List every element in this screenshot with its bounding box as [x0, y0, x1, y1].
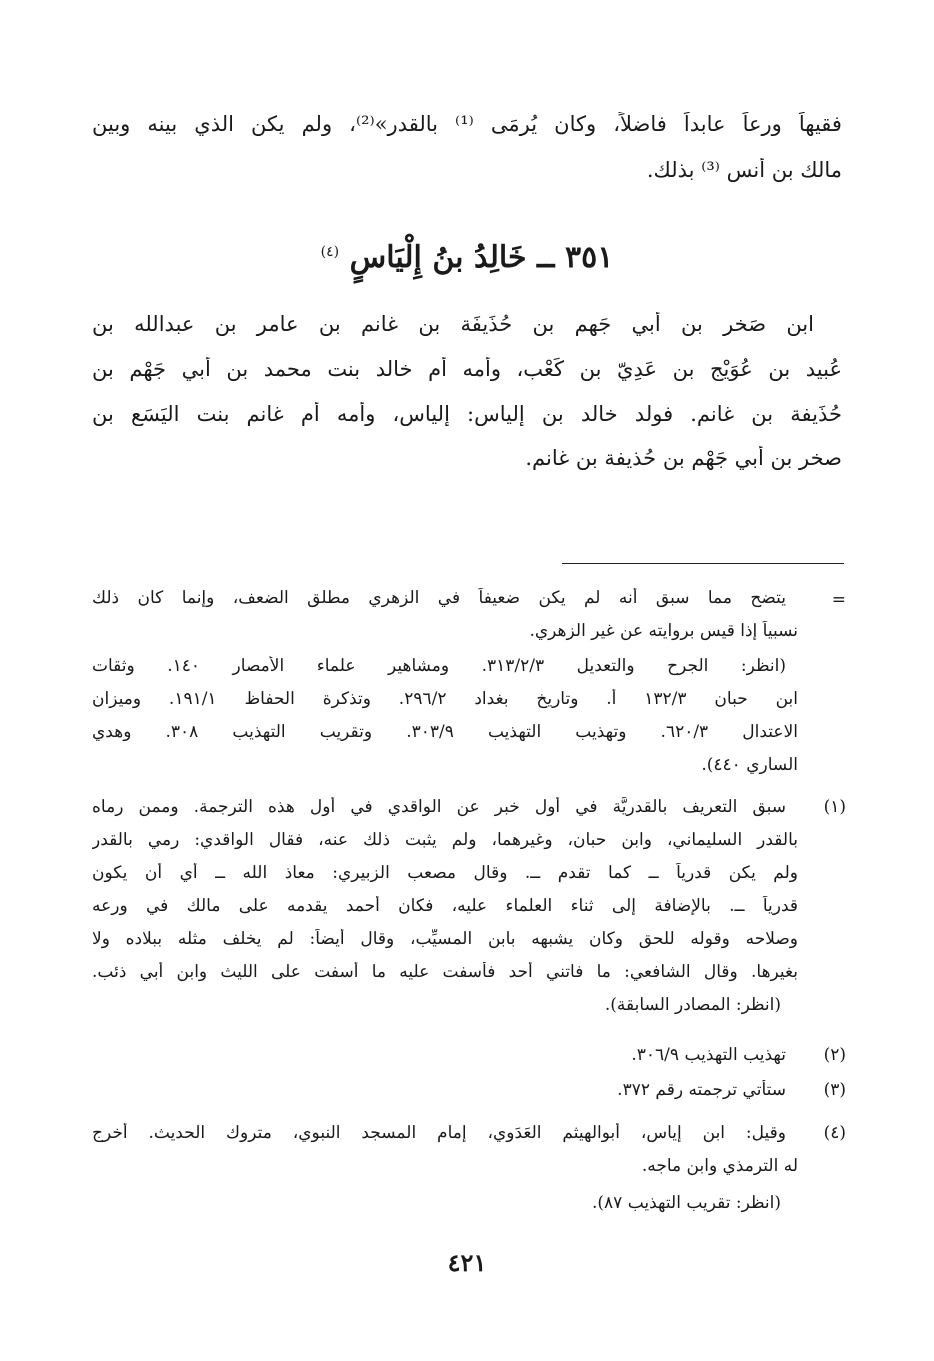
intro-line: مالك بن أنس ⁽³⁾ بذلك.	[646, 158, 842, 182]
footnote-line: سبق التعريف بالقدريَّة في أول خبر عن الواقدي في أول هذه الترجمة. وممن رماه	[92, 797, 786, 817]
footnote-line: ستأتي ترجمته رقم ٣٧٢.	[617, 1080, 786, 1100]
entry-title: ٣٥١ ــ خَالِدُ بنُ إِلْيَاسٍ	[349, 240, 614, 275]
footnote-line: الاعتدال ٦٢٠/٣. وتهذيب التهذيب ٣٠٣/٩. وتقريب التهذيب ٣٠٨. وهدي	[92, 722, 798, 742]
footnote-line: نسبياً إذا قيس بروايته عن غير الزهري.	[529, 621, 798, 641]
entry-line: ابن صَخر بن أبي جَهم بن حُذَيفَة بن غانم بن عامر بن عبدالله بن	[92, 312, 814, 336]
footnote-line: (انظر: تقريب التهذيب ٨٧).	[591, 1193, 781, 1213]
footnote-mark: =	[831, 590, 846, 610]
intro-line: فقيهاً ورعاً عابداً فاضلاً، وكان يُرمَى ⁽¹⁾ بالقدر»⁽²⁾، ولم يكن الذي بينه وبين	[92, 112, 842, 136]
footnote-line: يتضح مما سبق أنه لم يكن ضعيفاً في الزهري مطلق الضعف، وإنما كان ذلك	[92, 588, 786, 608]
footnote-line: له الترمذي وابن ماجه.	[641, 1156, 798, 1176]
footnote-line: الساري ٤٤٠).	[701, 755, 798, 775]
footnote-line: (انظر: الجرح والتعديل ٣١٣/٢/٣. ومشاهير علماء الأمصار ١٤٠. وثقات	[92, 656, 786, 676]
footnote-mark: (٢)	[823, 1045, 846, 1065]
entry-heading	[0, 240, 934, 275]
footnote-mark: (٣)	[823, 1080, 846, 1100]
footnote-line: وقيل: ابن إياس، أبوالهيثم العَدَوي، إمام المسجد النبوي، متروك الحديث. أخرج	[92, 1123, 786, 1143]
footnote-mark: (١)	[823, 797, 846, 817]
footnote-separator	[562, 563, 844, 564]
footnote-line: قدرياً ــ. بالإضافة إلى ثناء العلماء عليه، فكان أحمد يقدمه على مالك في ورعه	[92, 896, 798, 916]
page-number: ٤٢١	[447, 1248, 487, 1277]
footnote-line: بغيرها. وقال الشافعي: ما فاتني أحد فأسفت عليه ما أسفت على الليث وابن أبي ذئب.	[92, 962, 798, 982]
entry-line: صخر بن أبي جَهْم بن حُذيفة بن غانم.	[525, 446, 842, 470]
entry-title-note: (٤)	[320, 244, 340, 260]
footnote-line: وصلاحه وقوله للحق وكان يشبهه بابن المسيِّب، وقال أيضاً: لم يخلف مثله ببلاده ولا	[92, 929, 798, 949]
footnote-line: بالقدر السليماني، وابن حبان، وغيرهما، ولم يثبت ذلك عنه، فقال الواقدي: رمي بالقدر	[92, 830, 798, 850]
footnote-line: تهذيب التهذيب ٣٠٦/٩.	[631, 1045, 786, 1065]
footnote-line: (انظر: المصادر السابقة).	[604, 995, 781, 1015]
footnote-mark: (٤)	[823, 1123, 846, 1143]
entry-line: حُذَيفة بن غانم. فولد خالد بن إلياس: إلياس، وأمه أم غانم بنت اليَسَع بن	[92, 402, 842, 426]
footnote-line: ولم يكن قدرياً ــ كما تقدم ــ. وقال مصعب الزبيري: معاذ الله ــ أي أن يكون	[92, 863, 798, 883]
entry-line: عُبيد بن عُوَيْج بن عَدِيّ بن كَعْب، وأمه أم خالد بنت محمد بن أبي جَهْم بن	[92, 357, 842, 381]
footnote-line: ابن حبان ١٣٢/٣ أ. وتاريخ بغداد ٢٩٦/٢. وتذكرة الحفاظ ١٩١/١. وميزان	[92, 689, 798, 709]
